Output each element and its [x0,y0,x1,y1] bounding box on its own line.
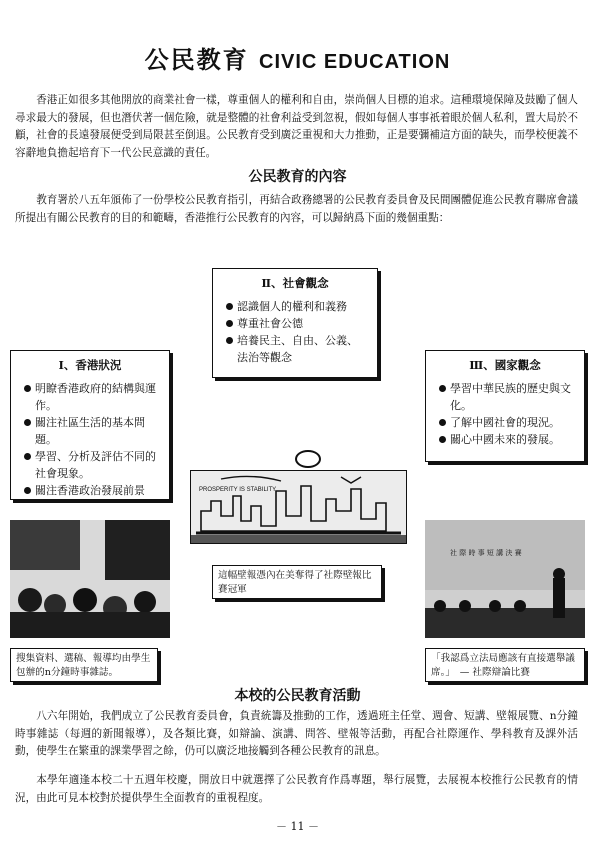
photo-students [10,520,170,638]
caption-right: 「我認爲立法局應該有直接選舉議席。」 — 社際辯論比賽 [425,648,585,682]
ring-ornament [295,450,321,468]
title-english: CIVIC EDUCATION [259,51,451,73]
box-nation-list [436,380,574,448]
caption-center: 這幅壁報憑內在美奪得了社際壁報比賽冠軍 [212,565,382,599]
list-item: 了解中國社會的現況。 [450,414,574,431]
content-paragraph: 教育署於八五年頒佈了一份學校公民教育指引，再結合政務總署的公民教育委員會及民間團體促進公民教育聯席會議所提出有關公民教育的目的和範疇，香港推行公民教育的內容，可以歸納爲下面的幾個重點： [15,194,578,224]
list-item: 認識個人的權利和義務 [237,298,367,315]
box-social-concepts [212,268,378,378]
list-item: 培養民主、自由、公義、法治等觀念 [237,332,367,366]
activities-paragraph-1: 八六年開始，我們成立了公民教育委員會，負責統籌及推動的工作，透過班主任堂、週會、短講、壁報展覽、n分鐘時事雜誌（每週的新聞報導），及各類比賽，如辯論、演講、問答、壁報等活動，再配合社際運作、學科教育及課外活動，使學生在繁重的課業學習之餘，仍可以廣泛地接觸到各種公民教育的訊息。 [15,710,578,757]
heading-activities: 本校的公民教育活動 [234,688,361,704]
list-item: 學習中華民族的歷史與文化。 [450,380,574,414]
title-chinese: 公民教育 [144,45,249,74]
list-item: 學習、分析及評估不同的社會現象。 [35,448,159,482]
photo-debate [425,520,585,638]
page-title [0,40,595,75]
list-item: 關注香港政治發展前景 [35,482,159,499]
intro-paragraph: 香港正如很多其他開放的商業社會一樣，尊重個人的權利和自由，崇尚個人目標的追求。這種環境保障及鼓勵了個人尋求最大的發展，但也潛伏著一個危險，就是整體的社會利益受到忽視，假如每個人事事祇着眼於個人私利，置大局於不顧，社會的長遠發展便受到局限甚至倒退。公民教育受到廣泛重視和大力推動，正是要彌補這方面的缺失，而學校便義不容辭地負擔起培育下一代公民意識的責任。 [15,94,578,159]
list-item: 尊重社會公德 [237,315,367,332]
debate-illustration [425,520,585,638]
box-hk-title: Ⅰ、香港狀況 [58,358,122,372]
banner-text: 社 際 時 事 短 講 決 賽 [450,549,522,557]
poster-photo [190,470,407,544]
box-hk-list [21,380,159,499]
box-nation-title: Ⅲ、國家觀念 [469,358,541,372]
page-number: － 11 － [276,820,319,833]
list-item: 關注社區生活的基本問題。 [35,414,159,448]
box-nation [425,350,585,462]
activities-paragraph-2: 本學年適逢本校二十五週年校慶，開放日中就選擇了公民教育作爲專題，舉行展覽，去展視本校推行公民教育的情況，由此可見本校對於提供學生全面教育的重視程度。 [15,774,578,804]
list-item: 關心中國未來的發展。 [450,431,574,448]
crowd-illustration [10,520,170,638]
poster-text: PROSPERITY IS STABILITY [199,487,277,493]
heading-content: 公民教育的內容 [248,169,347,185]
box-social-list [223,298,367,366]
caption-left: 搜集資料、選稿、報導均由學生包辦的n分鐘時事雜誌。 [10,648,158,682]
box-hong-kong [10,350,170,500]
box-social-title: Ⅱ、社會觀念 [261,276,329,290]
list-item: 明瞭香港政府的結構與運作。 [35,380,159,414]
skyline-illustration [191,471,406,543]
